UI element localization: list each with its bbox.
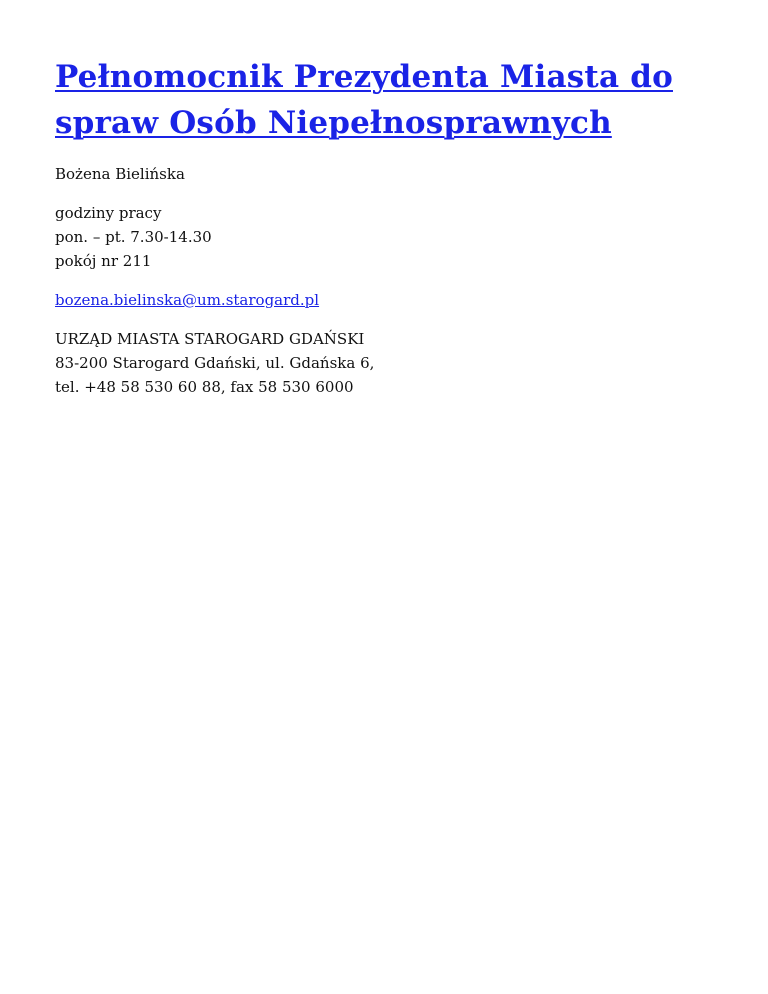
working-hours-value: pon. – pt. 7.30-14.30 — [55, 228, 212, 246]
page-title-line-2: spraw Osób Niepełnosprawnych — [55, 105, 612, 141]
office-street-address: 83-200 Starogard Gdański, ul. Gdańska 6, — [55, 354, 375, 372]
room-number: pokój nr 211 — [55, 252, 152, 270]
contact-name — [55, 162, 735, 186]
page-title-link[interactable] — [55, 54, 735, 146]
document-page — [55, 54, 735, 399]
email-section — [55, 288, 735, 312]
working-hours — [55, 201, 735, 273]
email-link[interactable]: bozena.bielinska@um.starogard.pl — [55, 291, 320, 309]
office-phone-fax: tel. +48 58 530 60 88, fax 58 530 6000 — [55, 378, 354, 396]
office-address — [55, 327, 735, 399]
working-hours-label: godziny pracy — [55, 204, 162, 222]
page-title-line-1: Pełnomocnik Prezydenta Miasta do — [55, 59, 673, 95]
page-title — [55, 54, 735, 146]
contact-name-text: Bożena Bielińska — [55, 165, 185, 183]
office-name: URZĄD MIASTA STAROGARD GDAŃSKI — [55, 330, 365, 348]
